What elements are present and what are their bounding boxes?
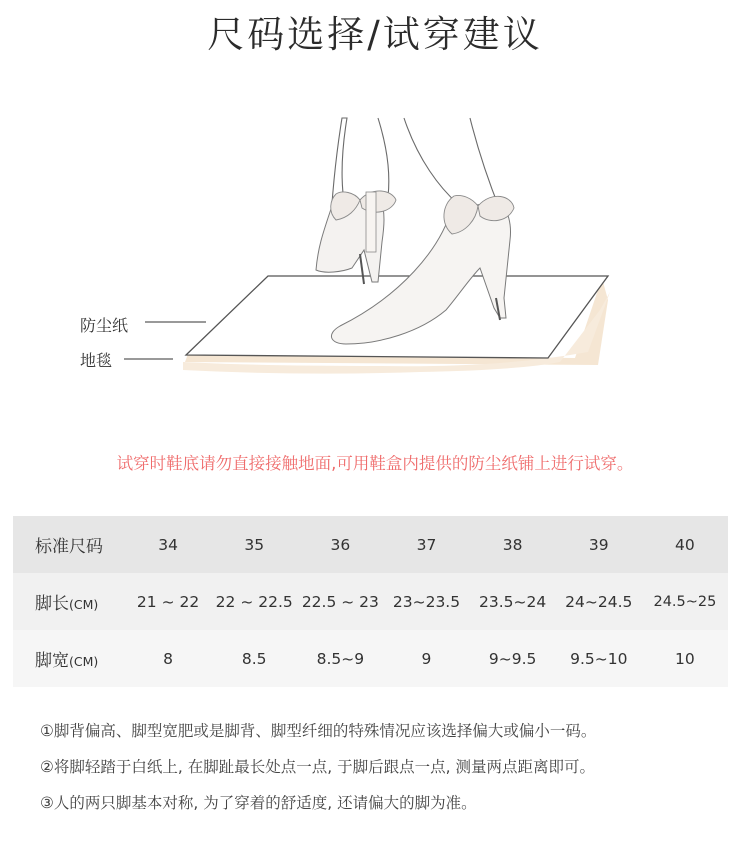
table-cell: 24~24.5	[565, 592, 633, 611]
table-cell: 9.5~10	[570, 649, 628, 668]
table-cell: 9	[421, 649, 432, 668]
table-cell: 22.5 ~ 23	[301, 592, 379, 611]
table-cell: 37	[416, 535, 437, 554]
size-table	[13, 516, 728, 687]
table-cell: 9~9.5	[488, 649, 537, 668]
row-label: 标准尺码	[35, 537, 103, 557]
row-label: 脚长(CM)	[35, 594, 99, 614]
shoe-fitting-illustration	[0, 100, 750, 400]
row-label: 脚宽(CM)	[35, 651, 99, 671]
page-title: 尺码选择/试穿建议	[207, 13, 543, 56]
table-cell: 8	[163, 649, 173, 668]
table-row-foot-width	[13, 630, 728, 687]
table-cell: 8.5~9	[316, 649, 365, 668]
table-row-foot-length	[13, 573, 728, 630]
table-cell: 23.5~24	[479, 592, 547, 611]
table-cell: 40	[675, 535, 695, 554]
table-cell: 21 ~ 22	[136, 592, 200, 611]
table-cell: 24.5~25	[653, 593, 717, 610]
table-cell: 22 ~ 22.5	[215, 592, 293, 611]
table-cell: 8.5	[241, 649, 267, 668]
dust-paper-label: 防尘纸	[80, 316, 129, 335]
note-item: ②将脚轻踏于白纸上, 在脚趾最长处点一点, 于脚后跟点一点, 测量两点距离即可。	[40, 758, 595, 776]
table-row-standard-size	[13, 516, 728, 573]
table-cell: 35	[244, 535, 265, 554]
table-cell: 38	[502, 535, 523, 554]
note-item: ③人的两只脚基本对称, 为了穿着的舒适度, 还请偏大的脚为准。	[40, 794, 477, 812]
table-cell: 10	[675, 649, 695, 668]
table-cell: 23~23.5	[392, 592, 461, 611]
fitting-notice: 试穿时鞋底请勿直接接触地面,可用鞋盒内提供的防尘纸铺上进行试穿。	[116, 454, 634, 473]
table-cell: 36	[330, 535, 351, 554]
fitting-notes	[40, 718, 596, 826]
note-item: ①脚背偏高、脚型宽肥或是脚背、脚型纤细的特殊情况应该选择偏大或偏小一码。	[40, 722, 597, 740]
table-cell: 39	[588, 535, 609, 554]
table-cell: 34	[158, 535, 178, 554]
carpet-label: 地毯	[80, 351, 113, 370]
